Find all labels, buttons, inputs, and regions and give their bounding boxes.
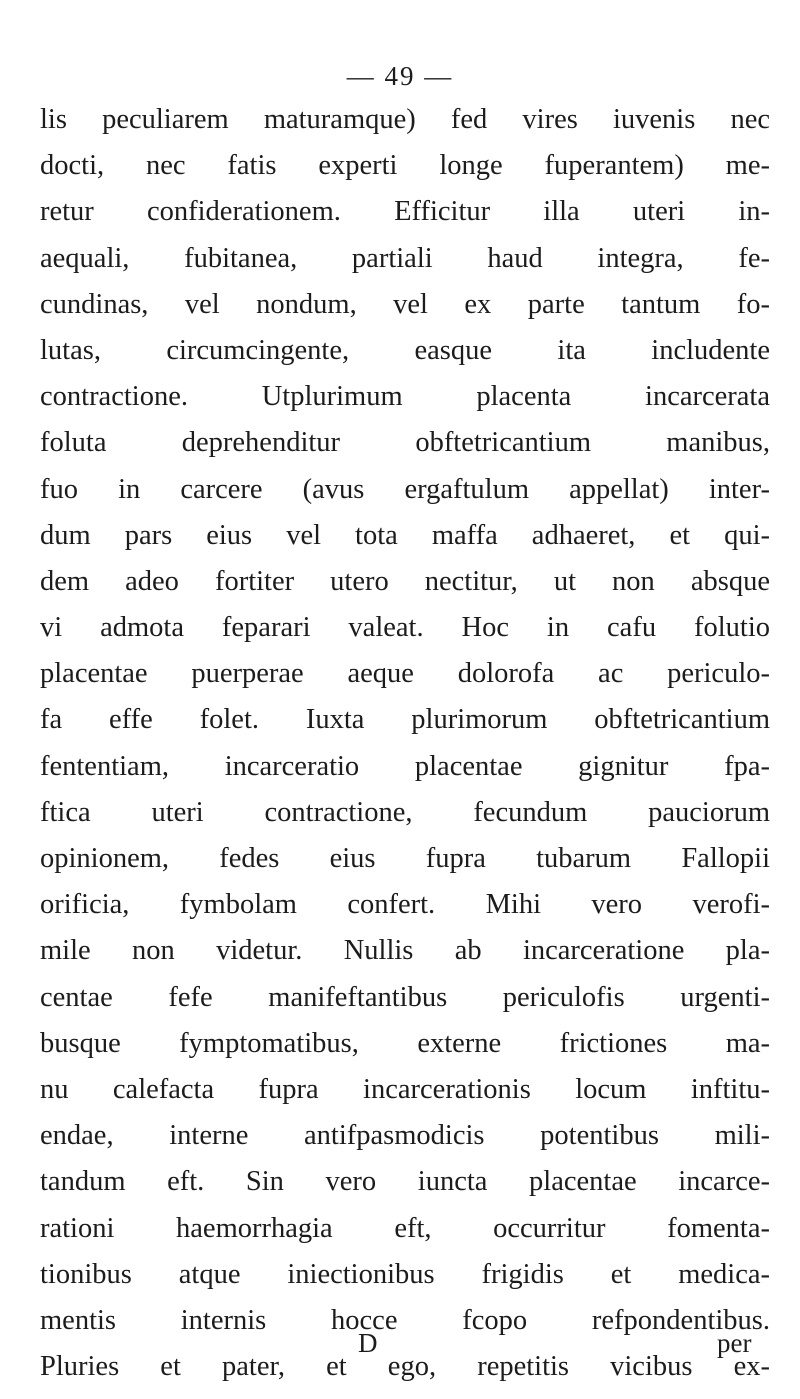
text-line-26: tionibus atque iniectionibus frigidis et medica- — [40, 1258, 770, 1290]
text-line-23: endae, interne antifpasmodicis potentibus mili- — [40, 1120, 770, 1152]
text-line-2: docti, nec fatis experti longe fuperantem) me- — [40, 150, 770, 182]
text-line-19: mile non videtur. Nullis ab incarceratione pla- — [40, 935, 770, 967]
text-line-14: fa effe folet. Iuxta plurimorum obftetricantium — [40, 704, 770, 736]
text-line-11: dem adeo fortiter utero nectitur, ut non absque — [40, 565, 770, 597]
page-number: — 49 — — [346, 61, 454, 91]
text-line-3: retur confiderationem. Efficitur illa uteri in- — [40, 196, 770, 228]
text-line-6: lutas, circumcingente, easque ita includente — [40, 334, 770, 366]
text-line-12: vi admota feparari valeat. Hoc in cafu folutio — [40, 612, 770, 644]
text-line-13: placentae puerperae aeque dolorofa ac periculo- — [40, 658, 770, 690]
text-line-1: lis peculiarem maturamque) fed vires iuvenis nec — [40, 104, 770, 135]
text-line-5: cundinas, vel nondum, vel ex parte tantum fo- — [40, 288, 770, 320]
text-line-28: Pluries et pater, et ego, repetitis vicibus ex- — [40, 1351, 770, 1383]
catchword: per — [717, 1328, 752, 1358]
text-line-8: foluta deprehenditur obftetricantium manibus, — [40, 427, 770, 459]
text-line-27: mentis internis hocce fcopo refpondentibus. — [40, 1304, 770, 1336]
text-line-4: aequali, fubitanea, partiali haud integra, fe- — [40, 242, 770, 274]
text-line-10: dum pars eius vel tota maffa adhaeret, et qui- — [40, 519, 770, 551]
text-line-18: orificia, fymbolam confert. Mihi vero verofi- — [40, 889, 770, 921]
text-line-9: fuo in carcere (avus ergaftulum appellat) inter- — [40, 473, 770, 505]
text-line-15: fententiam, incarceratio placentae gignitur fpa- — [40, 750, 770, 782]
page-footer — [0, 1323, 800, 1363]
signature-mark: D — [358, 1328, 378, 1358]
text-line-21: busque fymptomatibus, externe frictiones ma- — [40, 1027, 770, 1059]
text-line-16: ftica uteri contractione, fecundum pauciorum — [40, 796, 770, 828]
text-line-17: opinionem, fedes eius fupra tubarum Fallopii — [40, 843, 770, 874]
text-line-25: rationi haemorrhagia eft, occurritur fomenta- — [40, 1212, 770, 1244]
text-line-24: tandum eft. Sin vero iuncta placentae incarce- — [40, 1166, 770, 1198]
text-line-22: nu calefacta fupra incarcerationis locum inftitu- — [40, 1073, 770, 1105]
text-line-7: contractione. Utplurimum placenta incarcerata — [40, 381, 770, 413]
body-text — [40, 97, 770, 1390]
text-line-20: centae fefe manifeftantibus periculofis urgenti- — [40, 981, 770, 1013]
